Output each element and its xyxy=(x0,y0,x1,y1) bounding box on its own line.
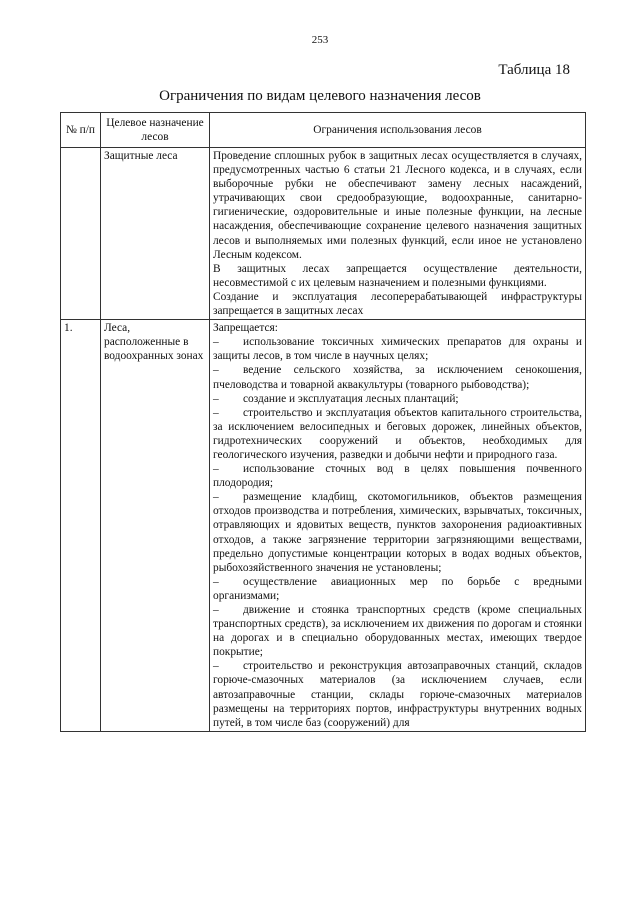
paragraph: Создание и эксплуатация лесоперерабатывающей инфраструктуры запрещается в защитных лесах xyxy=(213,290,582,318)
list-item-text: размещение кладбищ, скотомогильников, объектов размещения отходов производства и потребления, химических, взрывчатых, токсичных, отравляющих и ядовитых веществ, пунктов захоронения радиоактивных отходов, а также загрязнение территории загрязняющими веществами, предельно допустимые концентрации которых в водах водных объектов, рыбохозяйственного значения не установлены; xyxy=(213,491,582,574)
dash-marker: – xyxy=(213,575,219,588)
list-item-text: создание и эксплуатация лесных плантаций; xyxy=(243,392,459,405)
dash-marker: – xyxy=(213,660,219,673)
list-item-text: строительство и эксплуатация объектов капитального строительства, за исключением велосипедных и беговых дорожек, линейных объектов, гидротехнических сооружений и объектов, необходимых для геологического изучения, разведки и добычи нефти и природного газа. xyxy=(213,406,582,461)
restrictions-intro: Запрещается: xyxy=(213,322,278,335)
dash-marker: – xyxy=(213,336,219,349)
table-label: Таблица 18 xyxy=(498,62,570,78)
header-num: № п/п xyxy=(61,113,101,148)
list-item-text: движение и стоянка транспортных средств (кроме специальных транспортных средств), за исключением их движения по дорогам и стоянки на дорогах и в специально оборудованных местах, имеющих твердое покрытие; xyxy=(213,604,582,659)
list-item-text: ведение сельского хозяйства, за исключением сенокошения, пчеловодства и товарной аквакультуры (товарного рыбоводства); xyxy=(213,364,582,391)
dash-marker: – xyxy=(213,604,219,616)
table-header-row xyxy=(61,113,586,148)
list-item xyxy=(213,603,582,659)
page-number: 253 xyxy=(311,34,329,46)
table-title: Ограничения по видам целевого назначения лесов xyxy=(159,88,481,104)
list-item-text: использование сточных вод в целях повышения почвенного плодородия; xyxy=(213,463,582,490)
list-item xyxy=(213,575,582,603)
list-item-text: строительство и реконструкция автозаправочных станций, складов горюче-смазочных материалов (за исключением случаев, если автозаправочные станции, склады горюче-смазочных материалов размещены на территориях портов, инфраструктуры внутренних водных путей, в том числе баз (сооружений) для xyxy=(213,660,582,729)
table-row-water xyxy=(61,320,586,732)
header-purpose: Целевое назначение лесов xyxy=(101,113,210,148)
row-protective-num xyxy=(61,148,101,320)
header-restrictions: Ограничения использования лесов xyxy=(210,113,586,148)
list-item xyxy=(213,392,582,406)
row-water-purpose: Леса, расположенные в водоохранных зонах xyxy=(101,320,210,732)
list-item xyxy=(213,335,582,363)
list-item-text: осуществление авиационных мер по борьбе с вредными организмами; xyxy=(213,575,582,602)
row-protective-restrictions xyxy=(210,148,586,320)
row-water-num: 1. xyxy=(61,320,101,732)
list-item xyxy=(213,363,582,391)
table-row-protective xyxy=(61,148,586,320)
paragraph: Проведение сплошных рубок в защитных лесах осуществляется в случаях, предусмотренных частью 6 статьи 21 Лесного кодекса, и в случаях, если выборочные рубки не обеспечивают замену лесных насаждений, утрачивающих свои средообразующие, водоохранные, санитарно-гигиенические, оздоровительные и иные полезные функции, на лесные насаждения, обеспечивающие сохранение целевого назначения защитных лесов и выполняемых ими полезных функций, если иное не установлено Лесным кодексом. xyxy=(213,150,582,261)
dash-marker: – xyxy=(213,364,219,377)
list-item xyxy=(213,490,582,575)
dash-marker: – xyxy=(213,406,219,419)
list-item xyxy=(213,406,582,462)
dash-marker: – xyxy=(213,491,219,504)
list-item xyxy=(213,659,582,729)
dash-marker: – xyxy=(213,392,219,405)
row-water-restrictions xyxy=(210,320,586,732)
dash-marker: – xyxy=(213,463,219,476)
list-item xyxy=(213,462,582,490)
row-protective-purpose: Защитные леса xyxy=(101,148,210,320)
restrictions-table xyxy=(60,112,586,732)
paragraph: В защитных лесах запрещается осуществление деятельности, несовместимой с их целевым назначением и полезными функциями. xyxy=(213,262,582,289)
list-item-text: использование токсичных химических препаратов для охраны и защиты лесов, в том числе в научных целях; xyxy=(213,336,582,363)
